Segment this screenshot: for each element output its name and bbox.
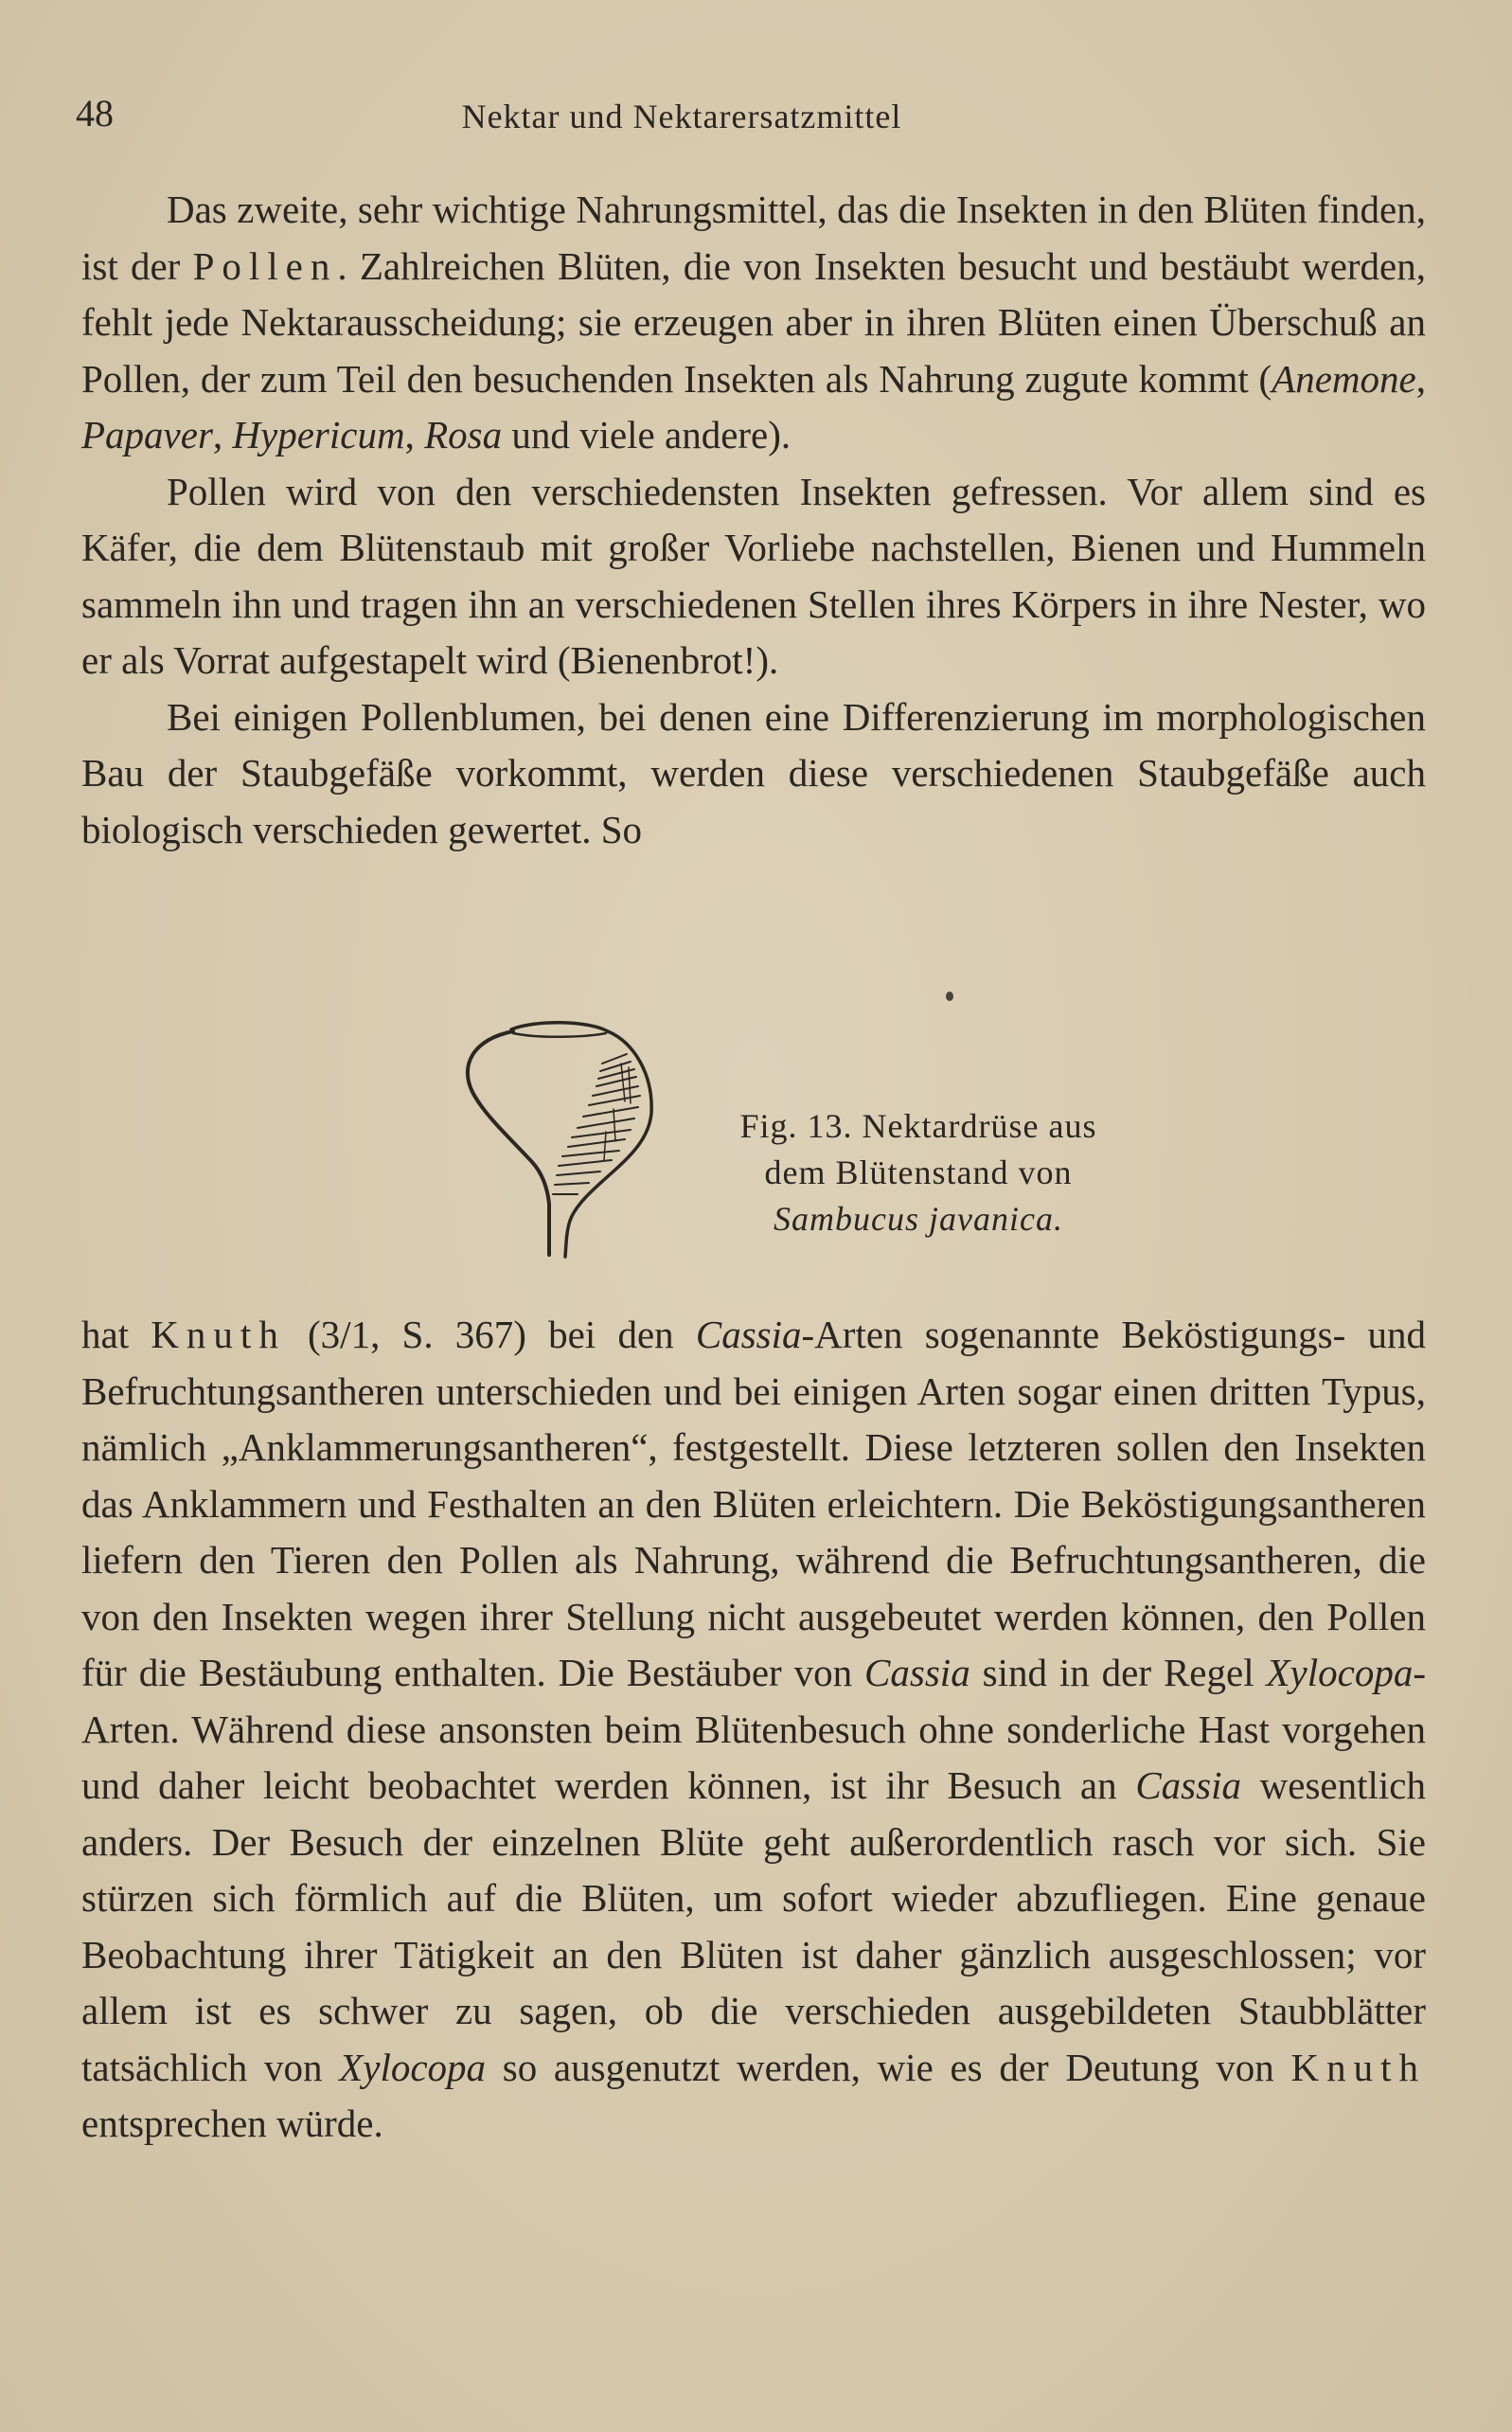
- taxon-anemone: Anemone: [1272, 356, 1416, 401]
- taxon-hypericum: Hypericum: [232, 413, 405, 456]
- body-text-top: [81, 182, 1426, 858]
- text-run: ,: [404, 413, 425, 456]
- text-run: Das zweite, sehr wichtige Nahrungsmittel, das die Insekten in den Blüten finden, ist der: [81, 188, 1426, 288]
- text-run: wesentlich anders. Der Besuch der einzelnen Blüte geht außerordentlich rasch vor sich. Sie stürzen sich förmlich auf die Blüten, um sofort wieder abzufliegen. Eine genaue Beobachtung ihrer Tätigkeit an den Blüten ist daher gänzlich ausgeschlossen; vor allem ist es schwer zu sagen, ob die verschieden ausgebildeten Staubblätter tatsächlich von: [81, 1763, 1426, 2089]
- taxon-xylocopa: Xylocopa: [339, 2045, 487, 2089]
- caption-line-3-species: Sambucus javanica.: [774, 1200, 1063, 1238]
- text-run: sind in der Regel: [969, 1651, 1267, 1694]
- nectar-gland-illustration: [445, 1018, 672, 1264]
- body-text-bottom: [81, 1307, 1426, 2153]
- text-run: -Arten sogenannte Beköstigungs- und Befruchtungsantheren unterschieden und bei einigen Arten sogar einen dritten Typus, nämlich „Anklammerungsantheren“, festgestellt. Diese letzteren sollen den Insekten das Anklammern und Festhalten an den Blüten erleichtern. Die Beköstigungsantheren liefern den Tieren den Pollen als Nahrung, während die Befruchtungsantheren, die von den Insekten wegen ihrer Stellung nicht ausgebeutet werden können, den Pollen für die Bestäubung enthalten. Die Bestäuber von: [81, 1313, 1426, 1694]
- running-head: [76, 87, 1430, 144]
- text-run: ,: [1415, 356, 1426, 401]
- taxon-rosa: Rosa: [424, 413, 503, 456]
- text-run: hat: [81, 1313, 151, 1356]
- print-speck: [946, 992, 953, 1001]
- paragraph-pollen-flowers: Bei einigen Pollenblumen, bei denen eine Differenzierung im morphologischen Bau der Staubgefäße vorkommt, werden diese verschiedenen Staubgefäße auch biologisch verschieden gewertet. So: [81, 694, 1426, 851]
- figure-13: [445, 1018, 1183, 1264]
- text-run: und viele andere).: [502, 413, 792, 456]
- author-name-knuth: Knuth: [151, 1313, 286, 1356]
- text-run: entsprechen würde.: [81, 2101, 383, 2145]
- page-number: 48: [76, 92, 114, 134]
- taxon-papaver: Papaver: [81, 413, 213, 456]
- taxon-cassia: Cassia: [864, 1651, 970, 1694]
- caption-line-2: dem Blütenstand von: [764, 1153, 1073, 1191]
- text-run: . Zahlreichen Blüten, die von Insekten besucht und bestäubt werden, fehlt jede Nektarausscheidung; sie erzeugen aber in ihren Blüten einen Überschuß an Pollen, der zum Teil den besuchenden Insekten als Nahrung zugute kommt (: [81, 243, 1426, 401]
- paragraph-cassia: [81, 1307, 1426, 2153]
- paragraph-pollen-food: [81, 182, 1426, 464]
- header-title: Nektar und Nektarersatzmittel: [461, 98, 902, 135]
- text-run: ,: [212, 413, 233, 456]
- text-run: so ausgenutzt werden, wie es der Deutung von: [486, 2045, 1291, 2089]
- figure-caption: [691, 1103, 1146, 1243]
- taxon-cassia: Cassia: [1135, 1763, 1241, 1807]
- author-name-knuth: Knuth: [1290, 2045, 1426, 2089]
- spaced-term-pollen: Pollen: [192, 243, 338, 288]
- paragraph-pollen-eaters: Pollen wird von den verschiedensten Insekten gefressen. Vor allem sind es Käfer, die dem Blütenstaub mit großer Vorliebe nachstellen, Bienen und Hummeln sammeln ihn und tragen ihn an verschiedenen Stellen ihres Körpers in ihre Nester, wo er als Vorrat aufgestapelt wird (Bienenbrot!).: [81, 469, 1426, 682]
- taxon-cassia: Cassia: [695, 1313, 802, 1356]
- text-run: -Arten. Während diese ansonsten beim Blütenbesuch ohne sonderliche Hast vorgehen und daher leicht beobachtet werden können, ist ihr Besuch an: [81, 1651, 1426, 1807]
- taxon-xylocopa: Xylocopa: [1266, 1651, 1414, 1694]
- caption-line-1: Fig. 13. Nektardrüse aus: [739, 1107, 1097, 1145]
- text-run: (3/1, S. 367) bei den: [285, 1313, 696, 1356]
